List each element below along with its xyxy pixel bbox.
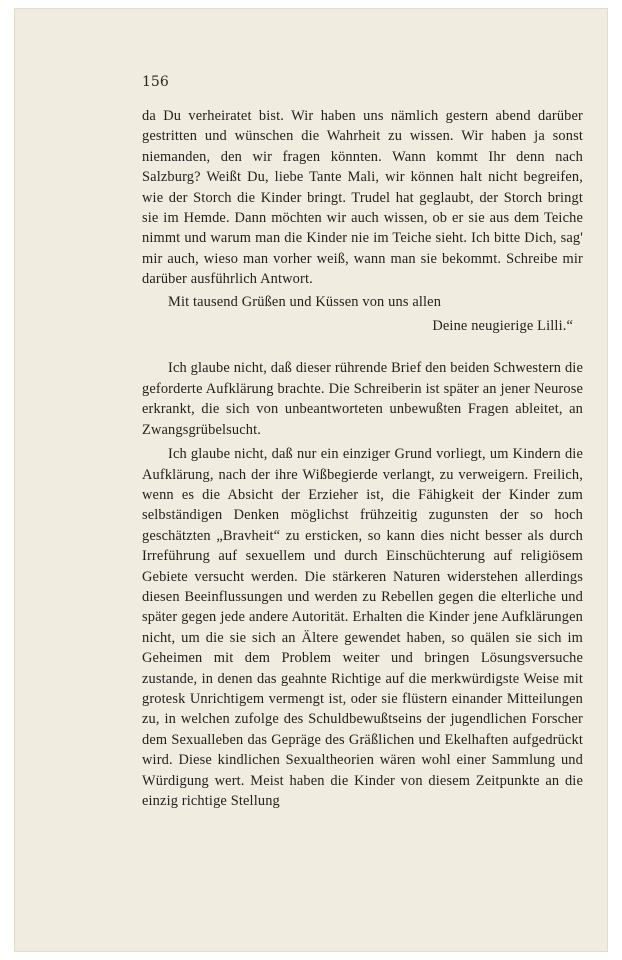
paragraph-2: Ich glaube nicht, daß nur ein einziger Grund vorliegt, um Kindern die Aufklärung, nach der ihre Wißbegierde verlangt, zu verweigern. Freilich, wenn es die Absicht der Erzieher ist, die Fähigkeit der Kinder zum selbständigen Denken möglichst frühzeitig zugunsten der so hoch geschätzten „Bravheit“ zu ersticken, so kann dies nicht besser als durch Irreführung auf sexuellem und durch Einschüchterung auf religiösem Gebiete versucht werden. Die stärkeren Naturen widerstehen allerdings diesen Beeinflussungen und werden zu Rebellen gegen die elterliche und später gegen jede andere Autorität. Erhalten die Kinder jene Aufklärungen nicht, um die sie sich an Ältere gewendet haben, so quälen sie sich im Geheimen mit dem Problem weiter und bringen Lösungsversuche zustande, in denen das geahnte Richtige auf die merkwürdigste Weise mit grotesk Unrichtigem vermengt ist, oder sie flüstern einander Mitteilungen zu, in welchen zufolge des Schuldbewußtseins der jugendlichen Forscher dem Sexualleben das Gepräge des Gräßlichen und Ekelhaften aufgedrückt wird. Diese kindlichen Sexualtheorien wären wohl einer Sammlung und Würdigung wert. Meist haben die Kinder von diesem Zeitpunkte an die einzig richtige Stellung — [142, 446, 583, 809]
letter-signature: Deine neugierige Lilli.“ — [432, 318, 573, 335]
book-page — [14, 8, 608, 952]
paragraph-1: Ich glaube nicht, daß dieser rührende Brief den beiden Schwestern die geforderte Aufklärung brachte. Die Schreiberin ist später an jener Neurose erkrankt, die sich von unbeantworteten unbewußten Fragen ableitet, an Zwangsgrübelsucht. — [142, 360, 583, 438]
page-text — [142, 106, 583, 811]
page-number: 156 — [142, 74, 169, 90]
letter-body: da Du verheiratet bist. Wir haben uns nämlich gestern abend darüber gestritten und wünschen die Wahrheit zu wissen. Wir haben ja sonst niemanden, den wir fragen könnten. Wann kommt Ihr denn nach Salzburg? Weißt Du, liebe Tante Mali, wir können halt nicht begreifen, wie der Storch die Kinder bringt. Trudel hat geglaubt, der Storch bringt sie im Hemde. Dann möchten wir auch wissen, ob er sie aus dem Teiche nimmt und warum man die Kinder nie im Teiche sieht. Ich bitte Dich, sag' mir auch, wieso man vorher weiß, wann man sie bekommt. Schreibe mir darüber ausführlich Antwort. — [142, 108, 583, 288]
letter-closing: Mit tausend Grüßen und Küssen von uns allen — [168, 293, 442, 310]
